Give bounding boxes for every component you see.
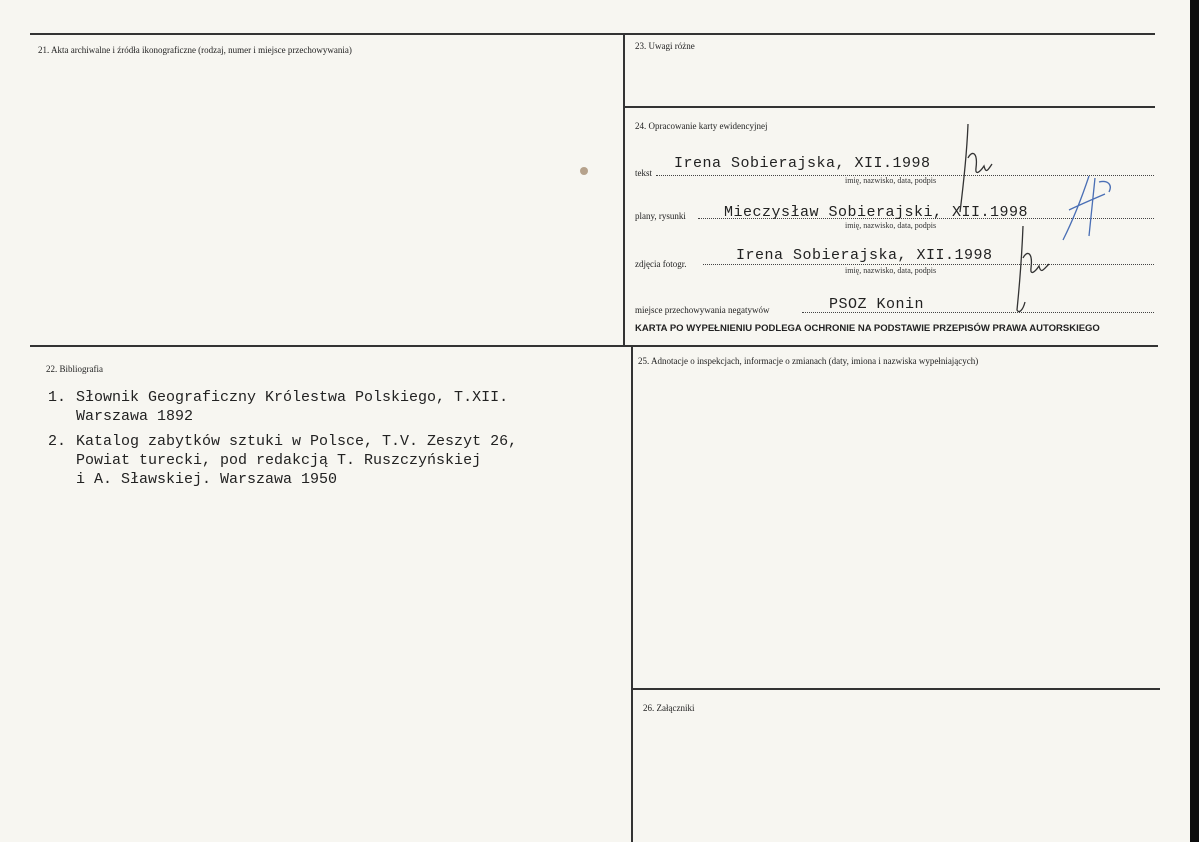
plany-hint: imię, nazwisko, data, podpis: [845, 221, 937, 230]
tekst-value: Irena Sobierajska, XII.1998: [674, 155, 931, 172]
bibliography-line: Słownik Geograficzny Królestwa Polskiego, T.XII.: [76, 389, 509, 406]
bibliography-item: [48, 432, 517, 489]
tekst-label: tekst: [635, 168, 652, 178]
stain-mark: [580, 167, 588, 175]
bibliography-line: Powiat turecki, pod redakcją T. Ruszczyńskiej: [76, 452, 482, 469]
plany-value: Mieczysław Sobierajski, XII.1998: [724, 204, 1029, 221]
bibliography-item-number: 1.: [48, 389, 67, 406]
zdjecia-hint: imię, nazwisko, data, podpis: [845, 266, 937, 275]
lower-divider: [631, 345, 633, 842]
section-21-label: 21. Akta archiwalne i źródła ikonograficzne (rodzaj, numer i miejsce przechowywania): [38, 45, 352, 55]
signature-tekst-icon: [950, 120, 1010, 220]
tekst-hint: imię, nazwisko, data, podpis: [845, 176, 937, 185]
scan-edge: [1190, 0, 1199, 842]
section-26-label: 26. Załączniki: [643, 703, 695, 713]
bibliography-line: Warszawa 1892: [76, 408, 194, 425]
copyright-notice: KARTA PO WYPEŁNIENIU PODLEGA OCHRONIE NA PODSTAWIE PRZEPISÓW PRAWA AUTORSKIEGO: [635, 323, 1100, 334]
signature-zdjecia-icon: [1005, 222, 1060, 317]
rule-23-24: [624, 106, 1155, 108]
section-24-label: 24. Opracowanie karty ewidencyjnej: [635, 121, 768, 131]
zdjecia-value: Irena Sobierajska, XII.1998: [736, 247, 993, 264]
bibliography-item-number: 2.: [48, 433, 67, 450]
section-25-label: 25. Adnotacje o inspekcjach, informacje o zmianach (daty, imiona i nazwiska wypełniających): [638, 356, 979, 366]
signature-plany-icon: [1055, 170, 1120, 245]
bibliography-item: [48, 388, 517, 426]
zdjecia-label: zdjęcia fotogr.: [635, 259, 687, 269]
upper-divider: [623, 33, 625, 345]
bibliography-line: Katalog zabytków sztuki w Polsce, T.V. Zeszyt 26,: [76, 433, 518, 450]
plany-label: plany, rysunki: [635, 211, 686, 221]
section-22-label: 22. Bibliografia: [46, 364, 103, 374]
middle-rule: [30, 345, 1158, 347]
miejsce-label: miejsce przechowywania negatywów: [635, 305, 770, 315]
miejsce-value: PSOZ Konin: [829, 296, 925, 313]
bibliography-list: [48, 388, 517, 495]
bibliography-line: i A. Sławskiej. Warszawa 1950: [76, 471, 338, 488]
rule-25-26: [632, 688, 1160, 690]
zdjecia-dotted-line: [703, 264, 1154, 265]
section-23-label: 23. Uwagi różne: [635, 41, 695, 51]
top-rule: [30, 33, 1155, 35]
